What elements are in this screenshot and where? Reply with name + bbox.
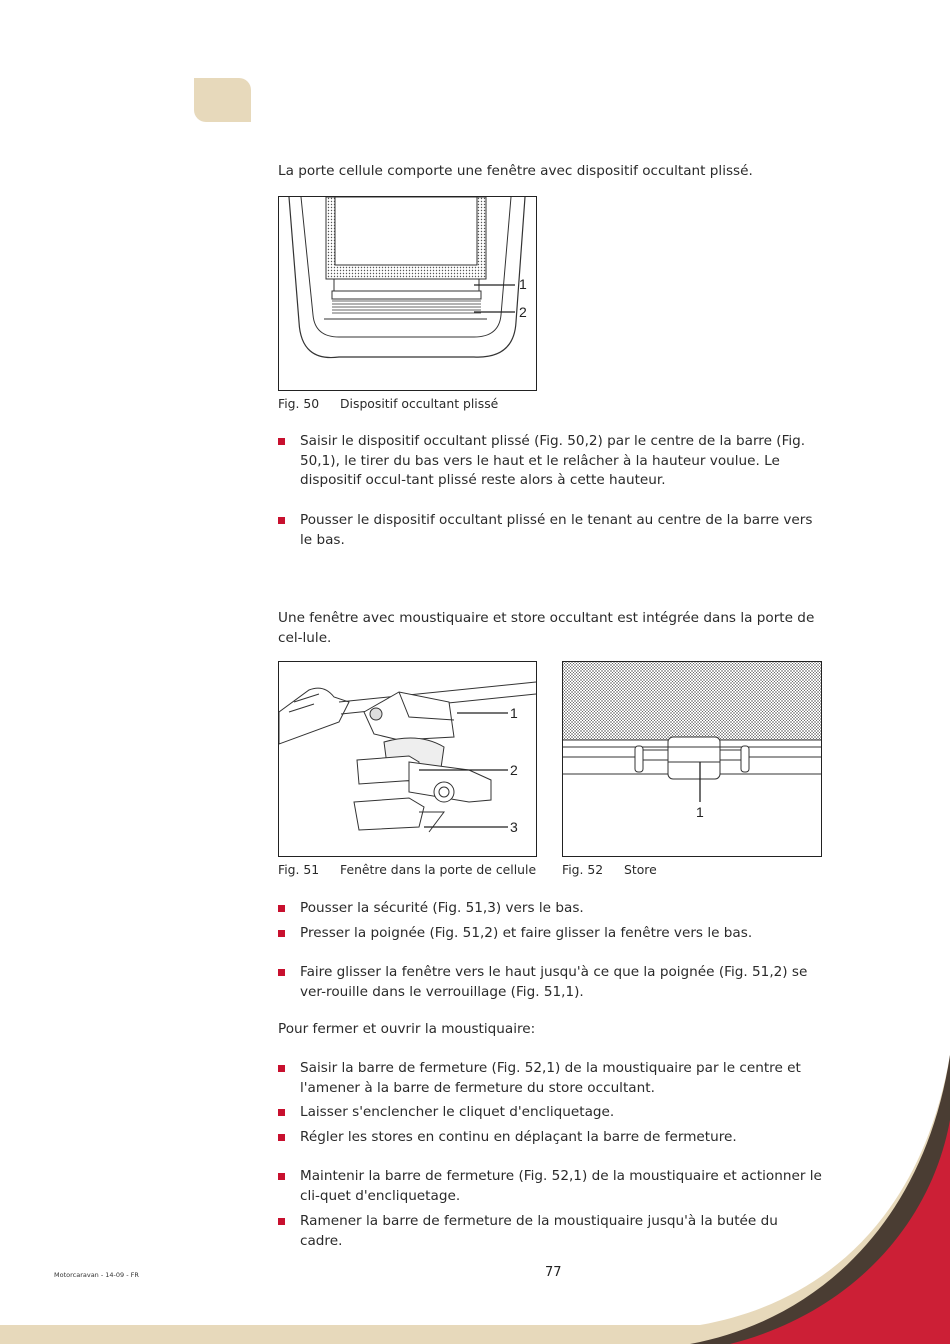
bullet-square-icon xyxy=(278,930,285,937)
bullet-square-icon xyxy=(278,1109,285,1116)
bullet-square-icon xyxy=(278,1218,285,1225)
fig51-callout-3: 3 xyxy=(510,819,518,835)
figure-50-caption xyxy=(278,396,498,412)
fig51-callout-2: 2 xyxy=(510,762,518,778)
fig51-callout-1: 1 xyxy=(510,705,518,721)
bullet-square-icon xyxy=(278,969,285,976)
bullet-square-icon xyxy=(278,517,285,524)
list-item: Régler les stores en continu en déplaçant la barre de fermeture. xyxy=(278,1128,823,1148)
intro-paragraph-3: Pour fermer et ouvrir la moustiquaire: xyxy=(278,1021,536,1037)
list-item: Faire glisser la fenêtre vers le haut jusqu'à ce que la poignée (Fig. 51,2) se ver-rouille dans le verrouillage (Fig. 51,1). xyxy=(278,963,823,1002)
figure-51-number: Fig. 51 xyxy=(278,862,320,877)
list-item: Pousser le dispositif occultant plissé en le tenant au centre de la barre vers le bas. xyxy=(278,511,823,550)
figure-51-illustration xyxy=(278,661,537,857)
footer-document-id: Motorcaravan - 14-09 - FR xyxy=(54,1271,139,1279)
fig50-callout-1: 1 xyxy=(519,276,527,292)
bullet-square-icon xyxy=(278,1134,285,1141)
bullet-square-icon xyxy=(278,1065,285,1072)
figure-51-caption xyxy=(278,862,536,878)
figure-52-illustration xyxy=(562,661,822,857)
figure-52-caption xyxy=(562,862,657,878)
figure-50-number: Fig. 50 xyxy=(278,396,320,411)
chapter-tab xyxy=(194,78,251,122)
intro-paragraph-2: Une fenêtre avec moustiquaire et store occultant est intégrée dans la porte de cel-lule. xyxy=(278,610,815,646)
figure-52-number: Fig. 52 xyxy=(562,862,604,877)
bullet-square-icon xyxy=(278,905,285,912)
fig50-callout-2: 2 xyxy=(519,304,527,320)
figure-50-caption-text: Dispositif occultant plissé xyxy=(340,396,499,411)
bullet-square-icon xyxy=(278,1173,285,1180)
figure-51-caption-text: Fenêtre dans la porte de cellule xyxy=(340,862,537,877)
page-number: 77 xyxy=(545,1265,562,1280)
fig52-callout-1: 1 xyxy=(696,804,704,820)
list-item: Saisir la barre de fermeture (Fig. 52,1) de la moustiquaire par le centre et l'amener à la barre de fermeture du store occultant. xyxy=(278,1059,823,1098)
list-item: Saisir le dispositif occultant plissé (Fig. 50,2) par le centre de la barre (Fig. 50,1), le tirer du bas vers le haut et le relâcher à la hauteur voulue. Le dispositif occul-tant plissé reste alors à cette hauteur. xyxy=(278,432,823,491)
figure-52-caption-text: Store xyxy=(624,862,657,877)
bullet-square-icon xyxy=(278,438,285,445)
list-item: Laisser s'enclencher le cliquet d'encliquetage. xyxy=(278,1103,823,1123)
list-item: Pousser la sécurité (Fig. 51,3) vers le bas. xyxy=(278,899,823,919)
list-item: Maintenir la barre de fermeture (Fig. 52,1) de la moustiquaire et actionner le cli-quet d'encliquetage. xyxy=(278,1167,823,1206)
list-item: Ramener la barre de fermeture de la moustiquaire jusqu'à la butée du cadre. xyxy=(278,1212,823,1251)
intro-paragraph-1: La porte cellule comporte une fenêtre avec dispositif occultant plissé. xyxy=(278,163,753,179)
figure-50-illustration xyxy=(278,196,537,391)
list-item: Presser la poignée (Fig. 51,2) et faire glisser la fenêtre vers le bas. xyxy=(278,924,823,944)
